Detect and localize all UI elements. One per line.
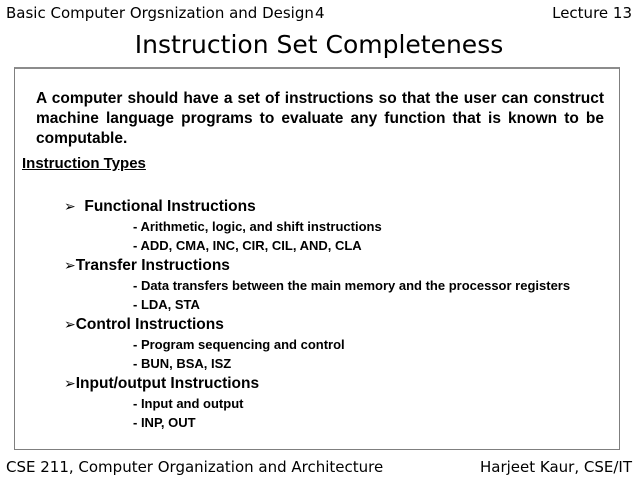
lecture-label: Lecture 13 (552, 4, 632, 22)
type-item-transfer (64, 257, 230, 275)
bullet-arrow-icon: ➢ (64, 376, 76, 392)
section-heading: Instruction Types (22, 155, 146, 172)
type-label: Control Instructions (75, 316, 224, 333)
footer-author: Harjeet Kaur, CSE/IT (480, 458, 632, 476)
type-detail: - Input and output (133, 396, 244, 411)
bullet-arrow-icon: ➢ (64, 199, 76, 215)
header-course-topic: Basic Computer Orgsnization and Design (6, 4, 314, 22)
type-detail: - BUN, BSA, ISZ (133, 356, 232, 371)
type-label: Functional Instructions (84, 198, 256, 215)
type-label: Input/output Instructions (75, 375, 260, 392)
footer-course: CSE 211, Computer Organization and Architecture (6, 458, 384, 476)
page-number: 4 (315, 4, 325, 22)
type-detail: - LDA, STA (133, 297, 200, 312)
type-detail: - Program sequencing and control (133, 337, 345, 352)
type-detail: - Arithmetic, logic, and shift instructions (133, 219, 382, 234)
type-item-control (64, 316, 224, 334)
bullet-arrow-icon: ➢ (64, 258, 76, 274)
type-item-functional (64, 198, 256, 216)
type-detail: - INP, OUT (133, 415, 196, 430)
type-label: Transfer Instructions (75, 257, 230, 274)
bullet-arrow-icon: ➢ (64, 317, 76, 333)
intro-paragraph: A computer should have a set of instructions so that the user can construct machine language programs to evaluate any function that is known to be computable. (36, 90, 604, 147)
type-detail: - ADD, CMA, INC, CIR, CIL, AND, CLA (133, 238, 362, 253)
slide-title: Instruction Set Completeness (134, 30, 504, 59)
type-item-io (64, 375, 259, 393)
type-detail: - Data transfers between the main memory and the processor registers (133, 278, 571, 293)
